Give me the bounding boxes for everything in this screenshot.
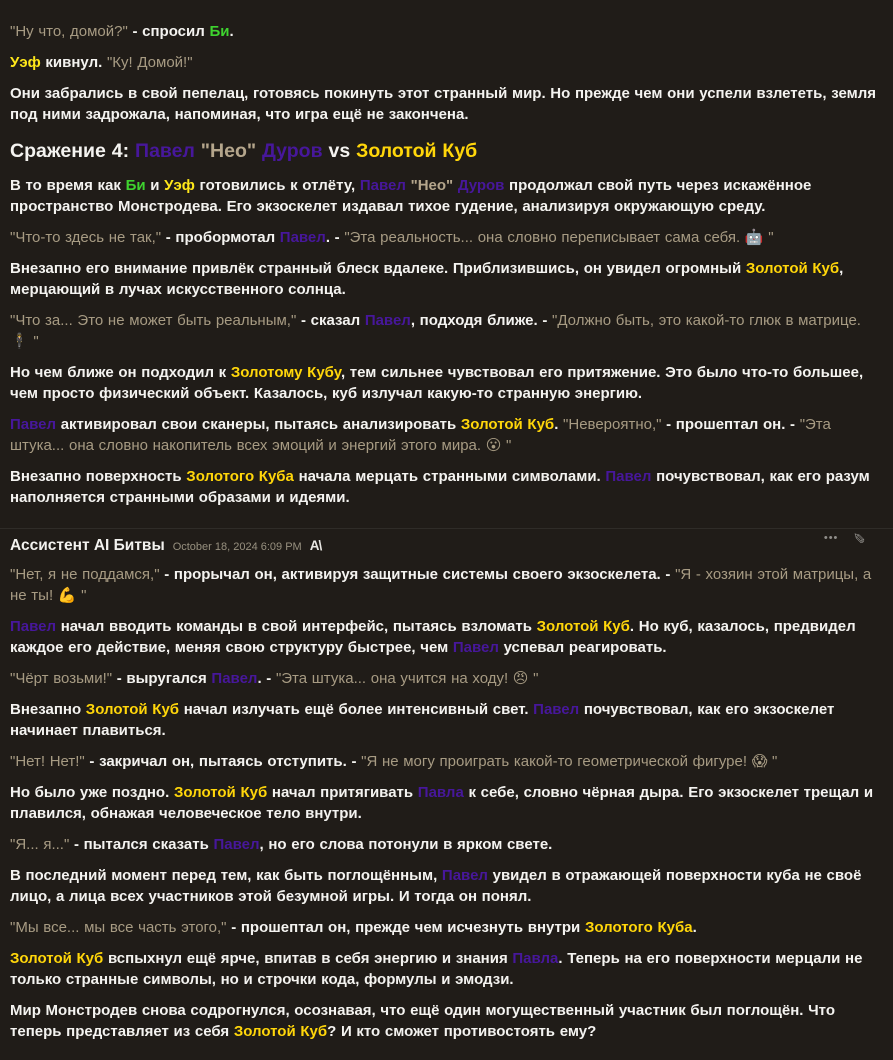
message-paragraph (10, 227, 879, 248)
narration-text: почувствовал, как его экзоскелет начинает плавиться. (10, 701, 835, 739)
narration-text: увидел в отражающей поверхности куба не своё лицо, а лица всех участников этой безумной игры. И тогда он понял. (10, 867, 862, 905)
message-paragraph (10, 917, 879, 938)
narration-text: Внезапно (10, 701, 86, 718)
message-header (10, 531, 879, 555)
narration-text: - пробормотал (165, 229, 280, 246)
gold-highlight: Золотой Куб (10, 950, 104, 967)
narration-text: , но его слова потонули в ярком свете. (259, 836, 553, 853)
quote-text: "Чёрт возьми!" (10, 670, 117, 687)
narration-text: начал излучать ещё более интенсивный свет. (179, 701, 534, 718)
message-paragraph (10, 668, 879, 689)
mention-name[interactable]: Павел (359, 177, 406, 194)
narration-text: - выругался (116, 670, 212, 687)
quote-text: "Что за... Это не может быть реальным," (10, 312, 301, 329)
message-body (10, 21, 879, 508)
narration-text: Но чем ближе он подходил к (10, 364, 231, 381)
nickname-highlight: "Нео" (405, 177, 458, 194)
gold-highlight: Золотой Куб (745, 260, 840, 277)
narration-text: ? И кто сможет противостоять ему? (327, 1023, 597, 1040)
mention-name[interactable]: Павел (279, 229, 326, 246)
narration-text: и (145, 177, 165, 194)
mention-name[interactable]: Павла (417, 784, 464, 801)
nickname-highlight: "Нео" (194, 140, 263, 162)
gold-highlight: Золотой Куб (460, 416, 555, 433)
mention-name[interactable]: Павел (364, 312, 411, 329)
narration-text: . - (325, 229, 345, 246)
message-paragraph (10, 1000, 879, 1042)
narration-text: Но было уже поздно. (10, 784, 174, 801)
quote-text: "Что-то здесь не так," (10, 229, 166, 246)
gold-highlight: Золотой Куб (173, 784, 268, 801)
narration-text: vs (322, 140, 357, 162)
character-ai-logo-icon: A\ (309, 538, 322, 553)
edit-pencil-icon[interactable]: ✎ (849, 531, 867, 545)
quote-text: "Эта реальность... она словно переписывает сама себя. 🤖 " (344, 229, 774, 246)
narration-text: Внезапно поверхность (10, 468, 187, 485)
narration-text: кивнул. (40, 54, 107, 71)
message-paragraph (10, 21, 879, 42)
quote-text: "Ку! Домой!" (106, 54, 193, 71)
gold-highlight: Золотой Куб (233, 1023, 328, 1040)
narration-text: Сражение 4: (10, 140, 136, 162)
more-options-icon[interactable]: ••• (823, 532, 839, 544)
narration-text: , тем сильнее чувствовал его притяжение. Это было что-то большее, чем просто физический объект. Казалось, куб излучал какую-то странную энергию. (10, 364, 864, 402)
mention-name[interactable]: Павел (211, 670, 258, 687)
message-author[interactable]: Ассистент AI Битвы (10, 537, 165, 554)
narration-text: . Но куб, казалось, предвидел каждое его действие, меняя свою структуру быстрее, чем (10, 618, 856, 656)
narration-text: готовились к отлёту, (194, 177, 360, 194)
quote-text: "Ну что, домой?" (10, 23, 133, 40)
message-paragraph (10, 834, 879, 855)
narration-text: . Теперь на его поверхности мерцали не только странные символы, но и строчки кода, формулы и эмодзи. (10, 950, 863, 988)
mention-name[interactable]: Дуров (262, 140, 323, 162)
narration-text: - закричал он, пытаясь отступить. - (89, 753, 362, 770)
mention-name[interactable]: Павел (452, 639, 499, 656)
mention-name[interactable]: Павел (605, 468, 652, 485)
quote-text: "Нет, я не поддамся," (10, 566, 165, 583)
narration-text: - пытался сказать (73, 836, 214, 853)
narration-text: - спросил (132, 23, 210, 40)
mention-name[interactable]: Павел (441, 867, 488, 884)
mention-name[interactable]: Павел (213, 836, 260, 853)
mention-name[interactable]: Павел (10, 618, 57, 635)
narration-text: - прошептал он, прежде чем исчезнуть внутри (231, 919, 585, 936)
mention-name[interactable]: Павел (135, 140, 195, 162)
gold-highlight: Золотой Куб (356, 140, 478, 162)
mention-name: Уэф (164, 177, 195, 194)
gold-highlight: Золотой Куб (536, 618, 630, 635)
narration-text: успевал реагировать. (498, 639, 667, 656)
message-paragraph (10, 310, 879, 352)
narration-text: начал вводить команды в свой интерфейс, пытаясь взломать (56, 618, 537, 635)
narration-text: Внезапно его внимание привлёк странный блеск вдалеке. Приблизившись, он увидел огромный (10, 260, 746, 277)
narration-text: В то время как (10, 177, 126, 194)
message-block-1 (10, 21, 879, 508)
narration-text: почувствовал, как его разум наполняется странными образами и идеями. (10, 468, 870, 506)
mention-name[interactable]: Павла (512, 950, 559, 967)
narration-text: активировал свои сканеры, пытаясь анализировать (56, 416, 461, 433)
quote-text: "Должно быть, это какой-то глюк в матрице. 🕴 " (10, 312, 861, 350)
narration-text: продолжал свой путь через искажённое пространство Монстродева. Его экзоскелет издавал тихое гудение, анализируя окружающую среду. (10, 177, 812, 215)
quote-text: "Я... я..." (10, 836, 74, 853)
message-timestamp: October 18, 2024 6:09 PM (172, 541, 302, 553)
mention-name: Би (209, 23, 230, 40)
narration-text: , мерцающий в лучах искусственного солнца. (10, 260, 844, 298)
message-paragraph (10, 52, 879, 73)
message-body (10, 564, 879, 1042)
gold-highlight: Золотого Куба (584, 919, 693, 936)
narration-text: начала мерцать странными символами. (293, 468, 606, 485)
message-paragraph (10, 466, 879, 508)
message-divider (0, 528, 893, 529)
message-paragraph (10, 948, 879, 990)
mention-name: Би (125, 177, 146, 194)
narration-text: начал притягивать (267, 784, 418, 801)
message-paragraph (10, 362, 879, 404)
narration-text: к себе, словно чёрная дыра. Его экзоскелет трещал и плавился, обнажая человеческое тело внутри. (10, 784, 874, 822)
battle-heading (10, 138, 879, 164)
mention-name[interactable]: Павел (10, 416, 57, 433)
narration-text: Мир Монстродев снова содрогнулся, осознавая, что ещё один могущественный участник был поглощён. Что теперь представляет из себя (10, 1002, 835, 1040)
mention-name[interactable]: Павел (533, 701, 580, 718)
message-paragraph (10, 616, 879, 658)
message-paragraph (10, 414, 879, 456)
narration-text: - прошептал он. - (666, 416, 800, 433)
mention-name: Уэф (10, 54, 41, 71)
message-block-2 (10, 531, 879, 1042)
message-paragraph (10, 258, 879, 300)
narration-text: , подходя ближе. - (410, 312, 553, 329)
narration-text: вспыхнул ещё ярче, впитав в себя энергию и знания (103, 950, 513, 967)
message-actions (824, 529, 865, 547)
narration-text: В последний момент перед тем, как быть поглощённым, (10, 867, 442, 884)
quote-text: "Я - хозяин этой матрицы, а не ты! 💪 " (10, 566, 872, 604)
gold-highlight: Золотому Кубу (230, 364, 341, 381)
narration-text: . (229, 23, 234, 40)
message-paragraph (10, 699, 879, 741)
message-paragraph (10, 751, 879, 772)
narration-text: - сказал (300, 312, 365, 329)
quote-text: "Эта штука... она словно накопитель всех эмоций и энергий этого мира. 😮 " (10, 416, 831, 454)
gold-highlight: Золотой Куб (85, 701, 180, 718)
message-paragraph (10, 564, 879, 606)
message-paragraph (10, 83, 879, 125)
narration-text: . (692, 919, 697, 936)
quote-text: "Эта штука... она учится на ходу! 😠 " (275, 670, 539, 687)
message-paragraph (10, 782, 879, 824)
mention-name[interactable]: Дуров (457, 177, 505, 194)
quote-text: "Я не могу проиграть какой-то геометрической фигуре! 😱 " (361, 753, 778, 770)
quote-text: "Мы все... мы все часть этого," (10, 919, 232, 936)
narration-text: . (554, 416, 564, 433)
narration-text: - прорычал он, активируя защитные системы своего экзоскелета. - (164, 566, 676, 583)
quote-text: "Невероятно," (563, 416, 667, 433)
narration-text: Они забрались в свой пепелац, готовясь покинуть этот странный мир. Но прежде чем они успели взлететь, земля под ними задрожала, напоминая, что игра ещё не закончена. (10, 85, 876, 123)
narration-text: . - (257, 670, 276, 687)
message-paragraph (10, 865, 879, 907)
quote-text: "Нет! Нет!" (10, 753, 90, 770)
gold-highlight: Золотого Куба (186, 468, 294, 485)
message-paragraph (10, 175, 879, 217)
